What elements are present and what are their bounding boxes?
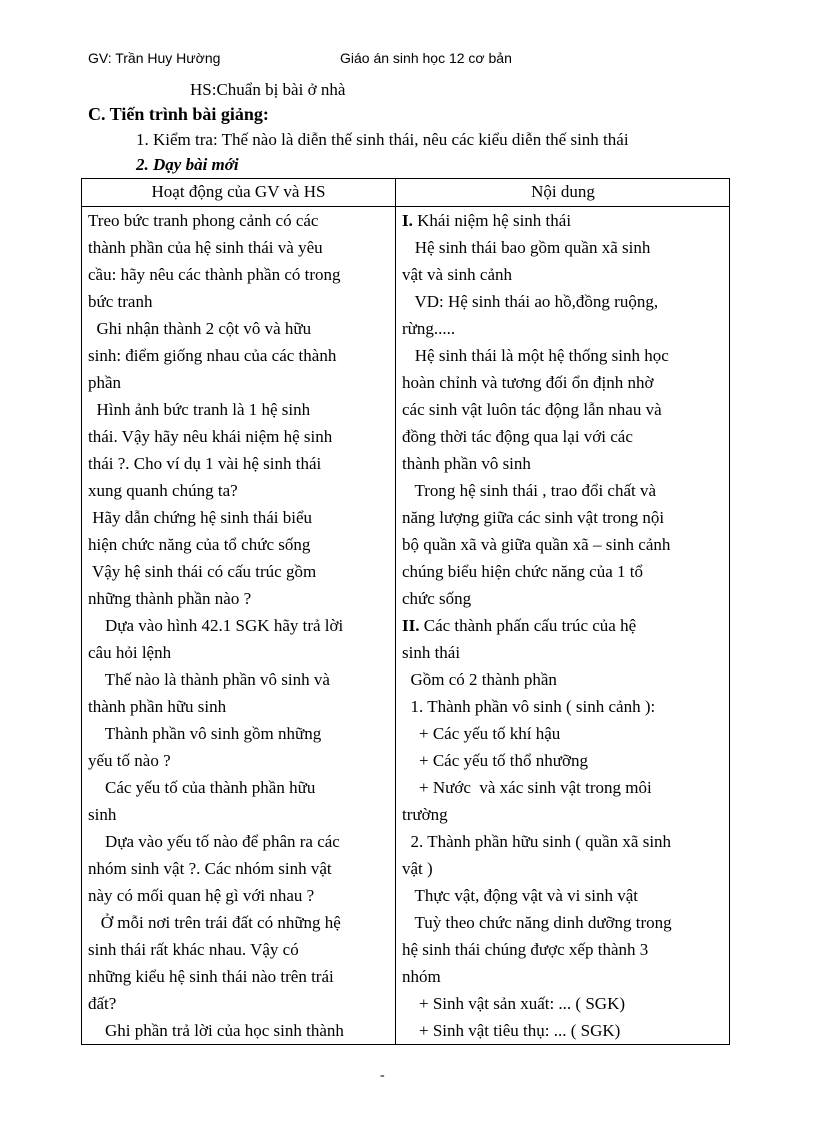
- check-line: 1. Kiểm tra: Thế nào là diễn thế sinh thái, nêu các kiểu diễn thế sinh thái: [136, 130, 629, 149]
- content-line: nhóm: [402, 967, 441, 986]
- content-column: [402, 207, 724, 1044]
- content-line: hoàn chỉnh và tương đối ổn định nhờ: [402, 373, 654, 392]
- content-line: + Sinh vật tiêu thụ: ... ( SGK): [402, 1021, 621, 1040]
- content-line: Hệ sinh thái là một hệ thống sinh học: [402, 346, 669, 365]
- activity-line: Ghi phần trả lời của học sinh thành: [88, 1021, 344, 1040]
- section-c-heading: C. Tiến trình bài giảng:: [88, 104, 269, 124]
- activity-line: Ghi nhận thành 2 cột vô và hữu: [88, 319, 312, 338]
- content-line: + Sinh vật sản xuất: ... ( SGK): [402, 994, 626, 1013]
- activity-line: sinh: [88, 805, 117, 824]
- activity-line: thái. Vậy hãy nêu khái niệm hệ sinh: [88, 427, 333, 446]
- header-subject: Giáo án sinh học 12 cơ bản: [340, 50, 512, 66]
- activity-line: sinh: điểm giống nhau của các thành: [88, 346, 337, 365]
- content-line: Hệ sinh thái bao gồm quần xã sinh: [402, 238, 651, 257]
- content-line: + Các yếu tố khí hậu: [402, 724, 561, 743]
- activity-line: cầu: hãy nêu các thành phần có trong: [88, 265, 341, 284]
- new-lesson-heading: 2. Dạy bài mới: [136, 155, 239, 174]
- activity-line: Các yếu tố của thành phần hữu: [88, 778, 316, 797]
- content-line: thành phần vô sinh: [402, 454, 531, 473]
- activity-line: Hãy dẫn chứng hệ sinh thái biểu: [88, 508, 313, 527]
- activity-line: này có mối quan hệ gì với nhau ?: [88, 886, 315, 905]
- activity-line: Vậy hệ sinh thái có cấu trúc gồm: [88, 562, 317, 581]
- content-line: Gồm có 2 thành phần: [402, 670, 557, 689]
- activity-line: phần: [88, 373, 122, 392]
- content-line: VD: Hệ sinh thái ao hồ,đồng ruộng,: [402, 292, 659, 311]
- content-line: Thực vật, động vật và vi sinh vật: [402, 886, 638, 905]
- activity-line: đất?: [88, 994, 117, 1013]
- content-line: I. Khái niệm hệ sinh thái: [402, 211, 572, 230]
- activity-line: câu hỏi lệnh: [88, 643, 172, 662]
- activity-line: thái ?. Cho ví dụ 1 vài hệ sinh thái: [88, 454, 322, 473]
- activity-line: những thành phần nào ?: [88, 589, 252, 608]
- content-line: hệ sinh thái chúng được xếp thành 3: [402, 940, 649, 959]
- content-line: Tuỳ theo chức năng dinh dưỡng trong: [402, 913, 672, 932]
- content-line: + Các yếu tố thổ nhưỡng: [402, 751, 588, 770]
- content-line: rừng.....: [402, 319, 456, 338]
- prep-line: HS:Chuẩn bị bài ở nhà: [190, 80, 346, 99]
- header-content: Nội dung: [531, 182, 595, 201]
- content-line: chức sống: [402, 589, 472, 608]
- activity-line: thành phần hữu sinh: [88, 697, 227, 716]
- activity-line: Thế nào là thành phần vô sinh và: [88, 670, 330, 689]
- activity-line: nhóm sinh vật ?. Các nhóm sinh vật: [88, 859, 332, 878]
- activity-line: những kiểu hệ sinh thái nào trên trái: [88, 967, 334, 986]
- activity-line: thành phần của hệ sinh thái và yêu: [88, 238, 323, 257]
- header-activities: Hoạt động của GV và HS: [151, 182, 326, 201]
- header-author: GV: Trần Huy Hường: [88, 50, 221, 66]
- lesson-table: [81, 178, 730, 1045]
- activities-column: [88, 207, 388, 1044]
- content-line: + Nước và xác sinh vật trong môi: [402, 778, 652, 797]
- footer-mark: -: [380, 1068, 385, 1083]
- content-line: sinh thái: [402, 643, 461, 662]
- content-line: 1. Thành phần vô sinh ( sinh cảnh ):: [402, 697, 656, 716]
- activity-line: Hình ảnh bức tranh là 1 hệ sinh: [88, 400, 311, 419]
- content-line: vật ): [402, 859, 433, 878]
- content-line: II. Các thành phấn cấu trúc của hệ: [402, 616, 637, 635]
- content-line: Trong hệ sinh thái , trao đổi chất và: [402, 481, 657, 500]
- activity-line: xung quanh chúng ta?: [88, 481, 238, 500]
- activity-line: Treo bức tranh phong cảnh có các: [88, 211, 319, 230]
- activity-line: yếu tố nào ?: [88, 751, 171, 770]
- content-line: vật và sinh cảnh: [402, 265, 512, 284]
- content-line: trường: [402, 805, 448, 824]
- content-line: chúng biểu hiện chức năng của 1 tổ: [402, 562, 643, 581]
- content-line: đồng thời tác động qua lại với các: [402, 427, 633, 446]
- activity-line: Dựa vào yếu tố nào để phân ra các: [88, 832, 340, 851]
- activity-line: Dựa vào hình 42.1 SGK hãy trả lời: [88, 616, 344, 635]
- content-line: bộ quần xã và giữa quần xã – sinh cảnh: [402, 535, 671, 554]
- content-line: năng lượng giữa các sinh vật trong nội: [402, 508, 665, 527]
- activity-line: bức tranh: [88, 292, 153, 311]
- content-line: 2. Thành phần hữu sinh ( quần xã sinh: [402, 832, 672, 851]
- activity-line: Ở mỗi nơi trên trái đất có những hệ: [88, 913, 341, 932]
- activity-line: sinh thái rất khác nhau. Vậy có: [88, 940, 299, 959]
- column-divider: [395, 179, 396, 1044]
- content-line: các sinh vật luôn tác động lẫn nhau và: [402, 400, 662, 419]
- activity-line: Thành phần vô sinh gồm những: [88, 724, 322, 743]
- activity-line: hiện chức năng của tổ chức sống: [88, 535, 311, 554]
